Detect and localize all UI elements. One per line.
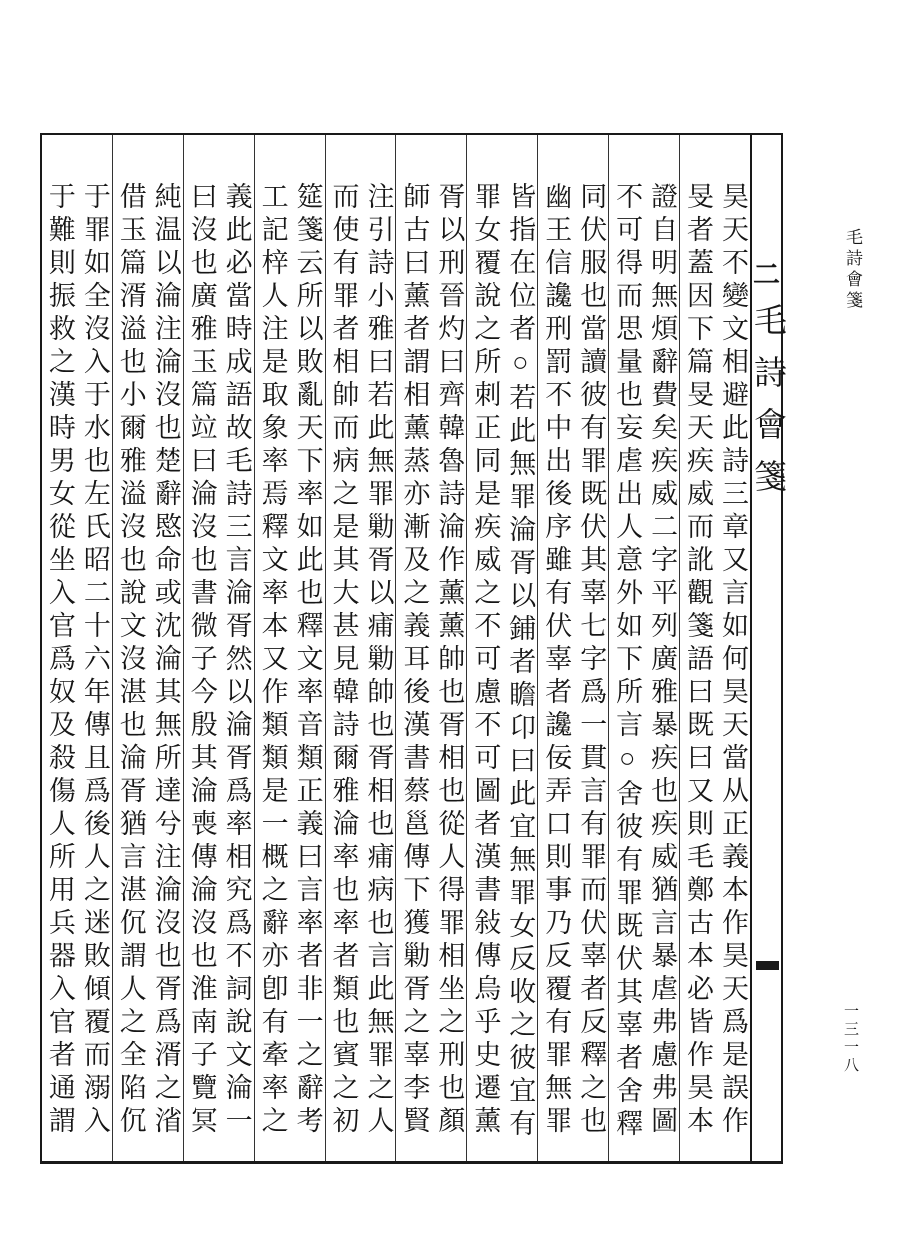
vertical-text-line: 于罪如全沒入于水也左氏昭二十六年傳且爲後人之迷敗傾覆而溺入 [79,182,110,1139]
banxin-header-column [749,135,785,1161]
banxin-title: 毛詩會箋 [749,303,785,511]
ruled-column-6 [325,135,396,1161]
vertical-text-line: 旻者蓋因下篇旻天疾威而訛觀箋語曰既曰又則毛鄭古本必皆作昊本 [683,182,714,1139]
vertical-text-line: 義此必當時成語故毛詩三言淪胥然以淪胥爲率相究爲不詞說文淪一 [221,182,252,1139]
vertical-text-line: 同伏服也當讀彼有罪既伏其辜七字爲一貫言有罪而伏辜者反釋之也 [576,182,607,1139]
ruled-column-2 [608,135,679,1161]
vertical-text-line: 罪女覆說之所刺正同是疾威之不可慮不可圖者漢書敍傳烏乎史遷薰 [470,182,501,1139]
volume-mark: 二 [753,260,780,290]
ruled-column-8 [183,135,254,1161]
vertical-text-line: 幽王信讒刑罰不中出後序雖有伏辜者讒佞弄口則事乃反覆有罪無罪 [541,182,572,1139]
ruled-column-3 [537,135,608,1161]
vertical-text-line: 借玉篇湑溢也小爾雅溢沒也說文沒湛也淪胥猶言湛伔謂人之全陷伔 [115,182,146,1139]
text-grid [42,135,750,1161]
ruled-column-4 [466,135,537,1161]
vertical-text-line: 皆指在位者○若此無罪淪胥以鋪者瞻卬曰此宜無罪女反收之彼宜有 [505,182,536,1142]
vertical-text-line: 昊天不變文相避此詩三章又言如何昊天當从正義本作昊天爲是誤作 [718,182,748,1139]
ruled-column-1 [679,135,750,1161]
banxin-bar-mark [756,961,779,970]
ruled-column-7 [254,135,325,1161]
vertical-text-line: 工記梓人注是取象率焉釋文率本又作類類是一概之辭亦卽有牽率之 [257,182,288,1139]
page-frame [40,133,783,1164]
vertical-text-line: 純温以淪注淪沒也楚辭愍命或沈淪其無所達兮注淪沒也胥爲湑之渻 [150,182,181,1139]
vertical-text-line: 胥以刑晉灼曰齊韓魯詩淪作薰薰帥也胥相也從人得罪相坐之刑也顏 [434,182,465,1139]
vertical-text-line: 師古曰薰者謂相薰蒸亦漸及之義耳後漢書蔡邕傳下獲勦胥之辜李賢 [399,182,430,1139]
folio-page-number: 一三一八 [842,1003,858,1075]
vertical-text-line: 筵箋云所以敗亂天下率如此也釋文率音類正義曰言率者非一之辭考 [292,182,323,1139]
vertical-text-line: 而使有罪者相帥而病之是其大甚見韓詩爾雅淪率也率者類也賓之初 [328,182,359,1139]
ruled-column-5 [395,135,466,1161]
vertical-text-line: 于難則振救之漢時男女從坐入官爲奴及殺傷人所用兵器入官者通謂 [44,182,75,1139]
vertical-text-line: 不可得而思量也妄虐出人意外如下所言○舍彼有罪既伏其辜者舍釋 [612,182,643,1142]
ruled-column-10 [42,135,112,1161]
vertical-text-line: 注引詩小雅曰若此無罪勦胥以痡勦帥也胥相也痡病也言此無罪之人 [363,182,394,1139]
margin-book-title: 毛詩會箋 [843,228,862,312]
ruled-column-9 [112,135,183,1161]
vertical-text-line: 證自明無煩辭費矣疾威二字平列廣雅暴疾也疾威猶言暴虐弗慮弗圖 [647,182,678,1139]
vertical-text-line: 曰沒也廣雅玉篇竝曰淪沒也書微子今殷其淪喪傳淪沒也淮南子覽冥 [186,182,217,1139]
